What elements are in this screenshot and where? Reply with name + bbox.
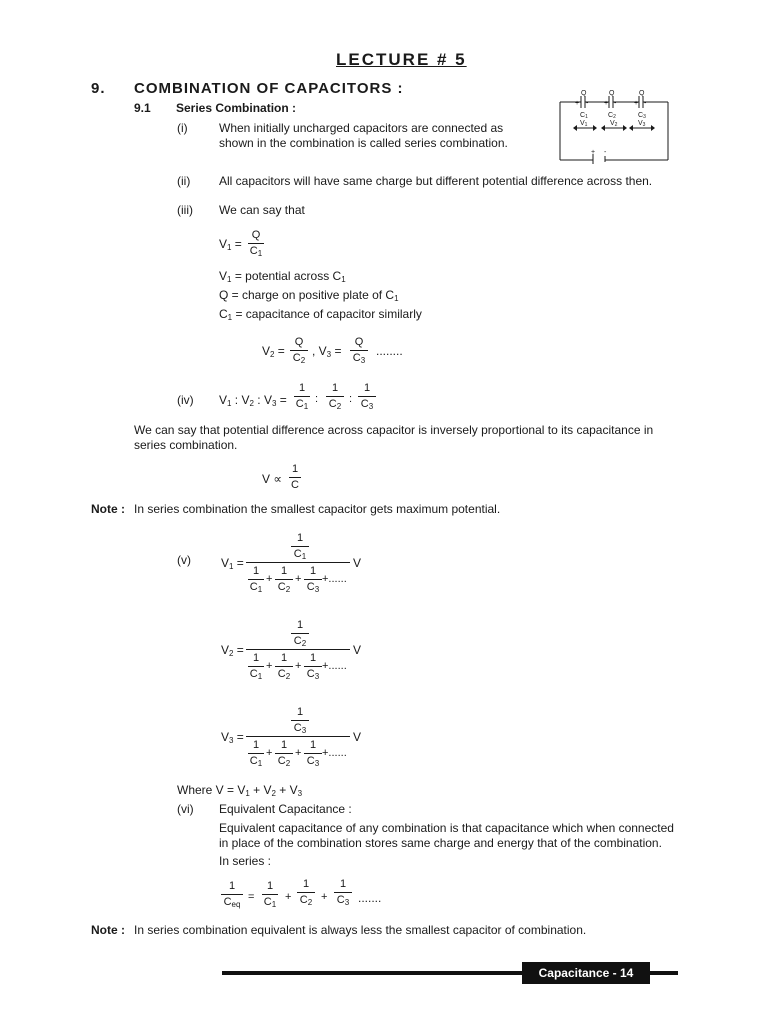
minus-sign: - bbox=[604, 149, 607, 156]
item-label: (iii) bbox=[177, 203, 193, 217]
item-text: In series : bbox=[219, 854, 272, 868]
formula-v2: $V_2$ = bbox=[221, 643, 244, 658]
item-text: We can say that bbox=[219, 203, 305, 217]
svg-text:V1: V1 bbox=[580, 120, 588, 128]
definition-c1: $C_1$ = capacitance of capacitor similarly bbox=[219, 307, 422, 322]
item-heading: Equivalent Capacitance : bbox=[219, 802, 352, 816]
subsection-title: Series Combination : bbox=[176, 101, 297, 115]
paragraph-line: We can say that potential difference across capacitor is inversely proportional to its capacitance in bbox=[134, 423, 654, 437]
plus-sign: + bbox=[591, 149, 596, 156]
note-text: In series combination the smallest capacitor gets maximum potential. bbox=[134, 502, 501, 516]
continuation: +...... bbox=[322, 660, 347, 672]
fraction-q-c2: Q $C_2$ bbox=[290, 336, 308, 367]
definition-v1: $V_1$ = potential across $C_1$ bbox=[219, 269, 346, 284]
fraction-1-c1-top: 1 $C_1$ bbox=[291, 532, 309, 563]
proportional-v: V ∝ bbox=[262, 472, 282, 486]
fraction-1-c3-top: 1 $C_3$ bbox=[291, 706, 309, 737]
fraction-1-c2: 1 $C_2$ bbox=[326, 382, 344, 413]
fraction-1-c: 1 C bbox=[289, 463, 301, 492]
svg-text:V3: V3 bbox=[638, 120, 646, 128]
svg-text:V2: V2 bbox=[610, 120, 618, 128]
charge-label: Q bbox=[609, 90, 615, 97]
paragraph-line: series combination. bbox=[134, 438, 238, 452]
note-label: Note : bbox=[91, 923, 125, 937]
fraction-q-c1: Q $C_1$ bbox=[249, 229, 263, 258]
equation-v1: $V_1$ = bbox=[219, 237, 242, 252]
lecture-title: LECTURE # 5 bbox=[336, 50, 467, 69]
continuation: +...... bbox=[322, 573, 347, 585]
item-text: in place of the combination stores same charge and energy that of the combination. bbox=[219, 836, 662, 850]
fraction-1-ceq: 1 $C_{eq}$ bbox=[221, 880, 243, 911]
item-text: All capacitors will have same charge but different potential difference across then. bbox=[219, 174, 653, 188]
where-line: Where $V = V_1 + V_2 + V_3$ bbox=[177, 783, 303, 798]
svg-text:C1: C1 bbox=[580, 112, 588, 120]
fraction-q-c3: Q $C_3$ bbox=[350, 336, 368, 367]
subsection-number: 9.1 bbox=[134, 101, 151, 115]
unit-v: V bbox=[353, 643, 362, 657]
note-label: Note : bbox=[91, 502, 125, 516]
section-number: 9. bbox=[91, 80, 106, 97]
formula-v1: $V_1$ = bbox=[221, 556, 244, 571]
fraction-1-c2-top: 1 $C_2$ bbox=[291, 619, 309, 650]
svg-text:C3: C3 bbox=[638, 112, 646, 120]
footer-page-label: Capacitance - 14 bbox=[522, 962, 650, 984]
fraction-1-c1: 1 $C_1$ bbox=[295, 382, 309, 411]
minus-sign: - bbox=[614, 100, 617, 107]
item-text: shown in the combination is called series combination. bbox=[219, 136, 508, 150]
equation-v2: $V_2$ = bbox=[262, 344, 285, 359]
plus-sign: + bbox=[575, 100, 580, 107]
svg-text:C2: C2 bbox=[608, 112, 616, 120]
charge-label: Q bbox=[581, 90, 587, 97]
item-label: (iv) bbox=[177, 393, 194, 407]
ellipsis: ........ bbox=[376, 344, 403, 358]
equation-v3: , $V_3$ = bbox=[312, 344, 342, 359]
section-title: COMBINATION OF CAPACITORS : bbox=[134, 80, 404, 97]
charge-label: Q bbox=[639, 90, 645, 97]
plus-sign: + bbox=[604, 100, 609, 107]
fraction-1-c3: 1 $C_3$ bbox=[358, 382, 376, 413]
item-label: (ii) bbox=[177, 174, 191, 188]
minus-sign: - bbox=[644, 100, 647, 107]
continuation: +...... bbox=[322, 747, 347, 759]
minus-sign: - bbox=[586, 100, 589, 107]
plus-sign: + bbox=[634, 100, 639, 107]
item-text: Equivalent capacitance of any combination is that capacitance which when connected bbox=[219, 821, 674, 835]
item-text: When initially uncharged capacitors are connected as bbox=[219, 121, 504, 135]
definition-q: Q = charge on positive plate of $C_1$ bbox=[219, 288, 399, 303]
note-text: In series combination equivalent is always less the smallest capacitor of combination. bbox=[134, 923, 587, 937]
formula-v3: $V_3$ = bbox=[221, 730, 244, 745]
item-label: (v) bbox=[177, 553, 191, 567]
item-label: (vi) bbox=[177, 802, 194, 816]
series-circuit-diagram bbox=[555, 88, 675, 164]
ratio-equation: $V_1$ : $V_2$ : $V_3$ = bbox=[219, 393, 287, 408]
item-label: (i) bbox=[177, 121, 188, 135]
ellipsis: ....... bbox=[358, 891, 382, 905]
unit-v: V bbox=[353, 556, 362, 570]
unit-v: V bbox=[353, 730, 362, 744]
